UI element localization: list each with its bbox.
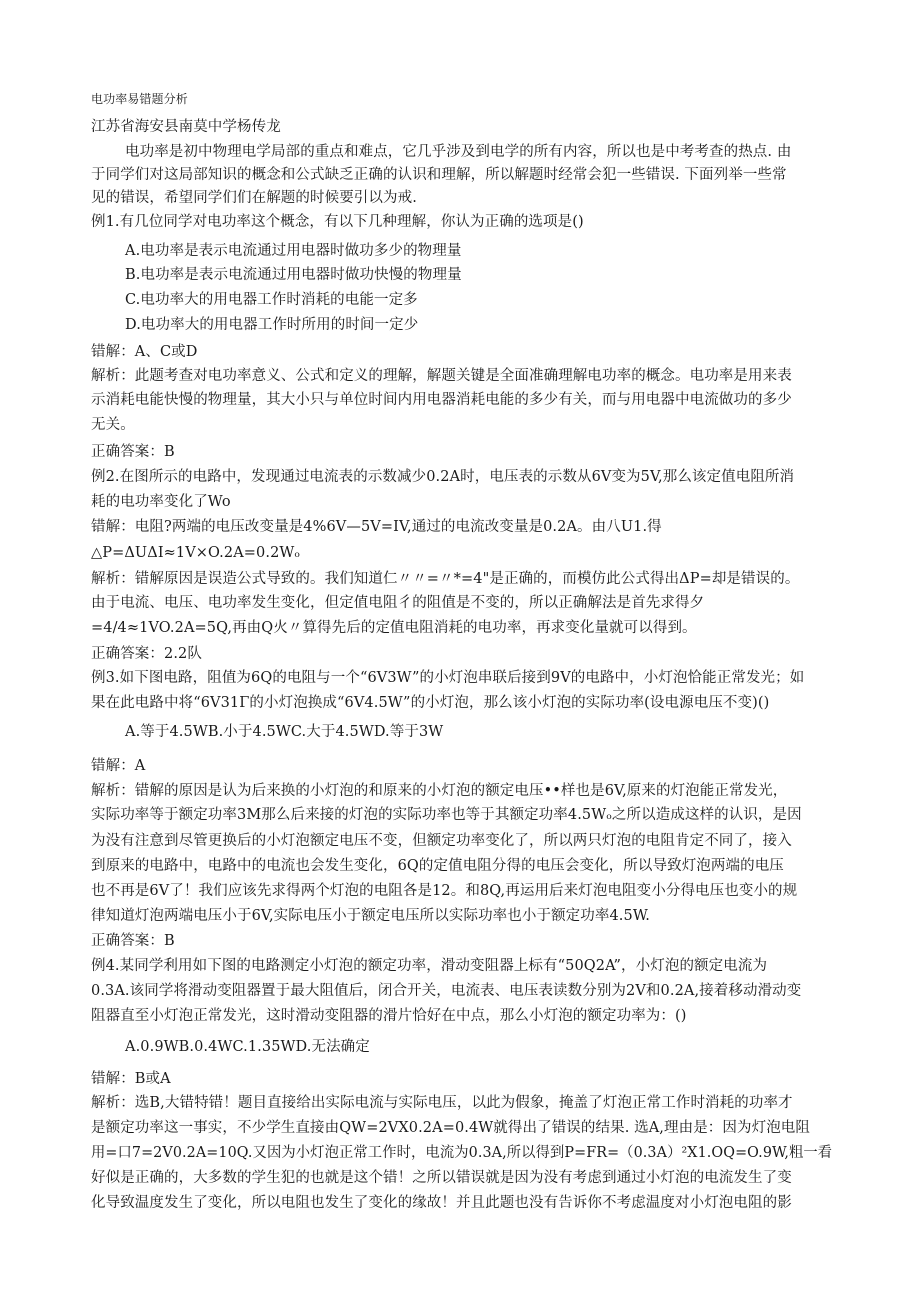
example-2-analysis-line: 由于电流、电压、电功率发生变化，但定值电阻彳的阻值是不变的，所以正确解法是首先求得夕 — [91, 595, 705, 611]
example-3-analysis-line: 律知道灯泡两端电压小于6V,实际电压小于额定电压所以实际功率也小于额定功率4.5W. — [91, 908, 651, 924]
example-1-option-b: B.电功率是表示电流通过用电器时做功快慢的物理量 — [125, 267, 462, 283]
example-3-wrong-answer: 错解：A — [91, 758, 146, 774]
example-2-question-line: 耗的电功率变化了Wo — [91, 494, 231, 510]
example-1-option-c: C.电功率大的用电器工作时消耗的电能一定多 — [125, 292, 418, 308]
example-3-question-line: 例3.如下图电路，阻值为6Q的电阻与一个“6V3W”的小灯泡串联后接到9V的电路中，小灯泡恰能正常发光；如 — [91, 670, 805, 686]
example-3-analysis-line: 也不再是6V了！我们应该先求得两个灯泡的电阻各是12。和8Q,再运用后来灯泡电阻变小分得电压也变小的规 — [91, 883, 798, 899]
intro-paragraph-line: 见的错误，希望同学们们在解题的时候要引以为戒. — [91, 190, 417, 206]
example-4-question-line: 阻器直至小灯泡正常发光，这时滑动变阻器的滑片恰好在中点，那么小灯泡的额定功率为：() — [91, 1008, 687, 1024]
example-2-analysis-line: 解析：错解原因是误造公式导致的。我们知道仁〃〃=〃*=4"是正确的，而模仿此公式得出ΔP=却是错误的。 — [91, 571, 800, 587]
example-4-options: A.0.9WB.0.4WC.1.35WD.无法确定 — [125, 1039, 370, 1055]
example-1-analysis-line: 无关。 — [91, 417, 135, 433]
example-4-question-line: 0.3A.该同学将滑动变阻器置于最大阻值后，闭合开关，电流表、电压表读数分别为2V和0.2A,接着移动滑动变 — [91, 983, 802, 999]
author-line: 江苏省海安县南莫中学杨传龙 — [91, 119, 281, 135]
example-4-wrong-answer: 错解：B或A — [91, 1071, 171, 1087]
example-4-analysis-line: 好似是正确的，大多数的学生犯的也就是这个错！之所以错误就是因为没有考虑到通过小灯泡的电流发生了变 — [91, 1170, 792, 1186]
example-4-analysis-line: 是额定功率这一事实，不少学生直接由QW=2VX0.2A=0.4W就得出了错误的结果. 选A,理由是：因为灯泡电阻 — [91, 1120, 810, 1136]
example-1-analysis-line: 示消耗电能快慢的物理量，其大小只与单位时间内用电器消耗电能的多少有关，而与用电器中电流做功的多少 — [91, 392, 792, 408]
example-3-question-line: 果在此电路中将“6V31Γ的小灯泡换成“6V4.5W”的小灯泡，那么该小灯泡的实际功率(设电源电压不变)() — [91, 695, 770, 711]
example-1-analysis-line: 解析：此题考查对电功率意义、公式和定义的理解，解题关键是全面准确理解电功率的概念。电功率是用来表 — [91, 368, 792, 384]
example-2-correct-answer: 正确答案：2.2队 — [91, 646, 202, 662]
example-3-analysis-line: 为没有注意到尽管更换后的小灯泡额定电压不变，但额定功率变化了，所以两只灯泡的电阻肯定不同了，接入 — [91, 833, 792, 849]
example-1-option-a: A.电功率是表示电流通过用电器时做功多少的物理量 — [125, 243, 462, 259]
example-4-analysis-line: 用=口7=2V0.2A=10Q.又因为小灯泡正常工作时，电流为0.3A,所以得到P=FR=（0.3A）²X1.OQ=O.9W,粗一看 — [91, 1145, 833, 1161]
example-4-analysis-line: 化导致温度发生了变化，所以电阻也发生了变化的缘故！并且此题也没有告诉你不考虑温度对小灯泡电阻的影 — [91, 1195, 792, 1211]
example-1-option-d: D.电功率大的用电器工作时所用的时间一定少 — [125, 317, 419, 333]
example-2-wrong-answer: 错解：电阻?两端的电压改变量是4%6V—5V=IV,通过的电流改变量是0.2A。由八U1.得 — [91, 519, 662, 535]
example-2-wrong-answer: △P=ΔUΔI≈1V×O.2A=0.2Wₒ — [91, 545, 301, 561]
example-2-analysis-line: =4/4≈1VO.2A=5Q,再由Q火〃算得先后的定值电阻消耗的电功率，再求变化量就可以得到。 — [91, 620, 697, 636]
doc-heading: 电功率易错题分析 — [91, 92, 188, 106]
example-3-correct-answer: 正确答案：B — [91, 933, 175, 949]
example-3-analysis-line: 到原来的电路中，电路中的电流也会发生变化，6Q的定值电阻分得的电压会变化，所以导致灯泡两端的电压 — [91, 858, 784, 874]
example-3-analysis-line: 实际功率等于额定功率3M那么后来接的灯泡的实际功率也等于其额定功率4.5Wₒ之所以造成这样的认识，是因 — [91, 807, 802, 823]
example-3-analysis-line: 解析：错解的原因是认为后来换的小灯泡的和原来的小灯泡的额定电压••样也是6V,原来的灯泡能正常发光， — [91, 783, 788, 799]
example-3-options: A.等于4.5WB.小于4.5WC.大于4.5WD.等于3W — [125, 724, 444, 740]
example-4-analysis-line: 解析：选B,大错特错！题目直接给出实际电流与实际电压，以此为假象，掩盖了灯泡正常工作时消耗的功率才 — [91, 1095, 793, 1111]
example-4-question-line: 例4.某同学利用如下图的电路测定小灯泡的额定功率，滑动变阻器上标有“50Q2A”，小灯泡的额定电流为 — [91, 958, 768, 974]
example-2-question-line: 例2.在图所示的电路中，发现通过电流表的示数减少0.2A时，电压表的示数从6V变为5V,那么该定值电阻所消 — [91, 469, 795, 485]
example-1-question: 例1.有几位同学对电功率这个概念，有以下几种理解，你认为正确的选项是() — [91, 214, 584, 230]
intro-paragraph-line: 电功率是初中物理电学局部的重点和难点，它几乎涉及到电学的所有内容，所以也是中考考查的热点. 由 — [125, 144, 792, 160]
intro-paragraph-line: 于同学们对这局部知识的概念和公式缺乏正确的认识和理解，所以解题时经常会犯一些错误. 下面列举一些常 — [91, 167, 787, 183]
example-1-wrong-answer: 错解：A、C或D — [91, 344, 198, 360]
example-1-correct-answer: 正确答案：B — [91, 444, 175, 460]
